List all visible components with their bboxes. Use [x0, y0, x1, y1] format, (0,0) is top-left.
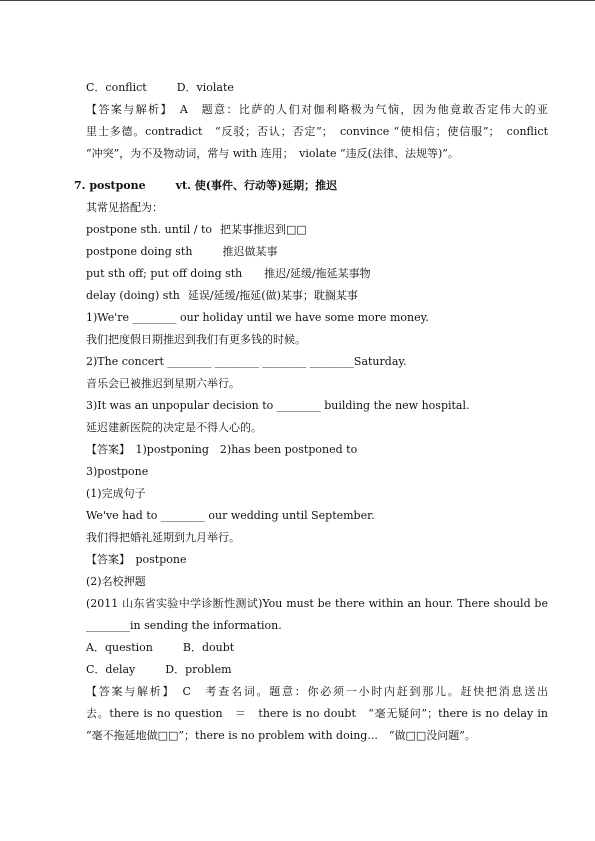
example-en: 2)The concert ________ ________ ________ ________Saturday.	[86, 355, 407, 368]
example-zh: 我们把度假日期推迟到我们有更多钱的时候。	[86, 333, 306, 346]
collocation-row	[86, 219, 548, 241]
example-en: 1)We're ________ our holiday until we have some more money.	[86, 311, 429, 324]
collocation-meaning: 推迟/延缓/拖延某事物	[264, 267, 371, 280]
prev-analysis-line-3: “冲突”，为不及物动词，常与 with 连用； violate “违反(法律、法规等)”。	[86, 147, 459, 160]
collocation-title: 其常见搭配为：	[86, 201, 163, 214]
example-en: 3)It was an unpopular decision to ________ building the new hospital.	[86, 399, 470, 412]
example-zh: 延迟建新医院的决定是不得人心的。	[86, 421, 262, 434]
exercise-translation: 我们得把婚礼延期到九月举行。	[86, 531, 240, 544]
entry-word: 7. postpone	[74, 179, 146, 192]
option-b: B．doubt	[182, 641, 235, 654]
exercise-answer: 【答案】 postpone	[86, 553, 187, 566]
option-c: C．delay	[86, 663, 136, 676]
school-question-stem-1: (2011 山东省实验中学诊断性测试)You must be there within an hour. There should be	[86, 597, 548, 610]
options-cd	[86, 659, 548, 681]
exercise-title: (1)完成句子	[86, 487, 146, 500]
school-analysis-line-3: “毫不拖延地做□□”；there is no problem with doing... “做□□没问题”。	[86, 729, 476, 742]
collocation-phrase: delay (doing) sth	[86, 289, 180, 302]
collocation-phrase: put sth off; put off doing sth	[86, 267, 243, 280]
exercise-sentence: We've had to ________ our wedding until September.	[86, 509, 375, 522]
entry-definition: vt. 使(事件、行动等)延期；推迟	[175, 179, 338, 192]
collocation-phrase: postpone sth. until / to	[86, 223, 212, 236]
collocation-row	[86, 285, 548, 307]
collocation-meaning: 把某事推迟到□□	[220, 223, 307, 236]
collocation-meaning: 推迟做某事	[222, 245, 278, 258]
prev-analysis-line-2: 里士多德。contradict “反驳；否认；否定”； convince “使相信；使信服”； conflict	[86, 125, 548, 138]
answers-line-2: 3)postpone	[86, 465, 149, 478]
prev-options-cd	[86, 77, 548, 99]
answers-line-1: 【答案】 1)postponing 2)has been postponed to	[86, 443, 358, 456]
prev-analysis-line-1: 【答案与解析】 A 题意：比萨的人们对伽利略极为气恼，因为他竟敢否定伟大的亚	[86, 103, 548, 116]
school-analysis-line-2: 去。there is no question ＝ there is no doubt “毫无疑问”；there is no delay in	[86, 707, 548, 720]
school-analysis-line-1: 【答案与解析】 C 考查名词。题意：你必须一小时内赶到那儿。赶快把消息送出	[86, 685, 548, 698]
option-d: D．violate	[176, 81, 234, 94]
collocation-meaning: 延误/延缓/拖延(做)某事；耽搁某事	[187, 289, 358, 302]
options-ab	[86, 637, 548, 659]
collocation-row	[86, 263, 548, 285]
school-question-stem-2: ________in sending the information.	[86, 619, 282, 632]
option-d: D．problem	[165, 663, 232, 676]
school-question-title: (2)名校押题	[86, 575, 146, 588]
header-rule	[0, 0, 595, 1]
collocation-row	[86, 241, 548, 263]
option-a: A．question	[86, 641, 153, 654]
collocation-phrase: postpone doing sth	[86, 245, 193, 258]
option-c: C．conflict	[86, 81, 147, 94]
entry-heading	[74, 175, 548, 197]
example-zh: 音乐会已被推迟到星期六举行。	[86, 377, 240, 390]
document-page	[74, 77, 548, 747]
